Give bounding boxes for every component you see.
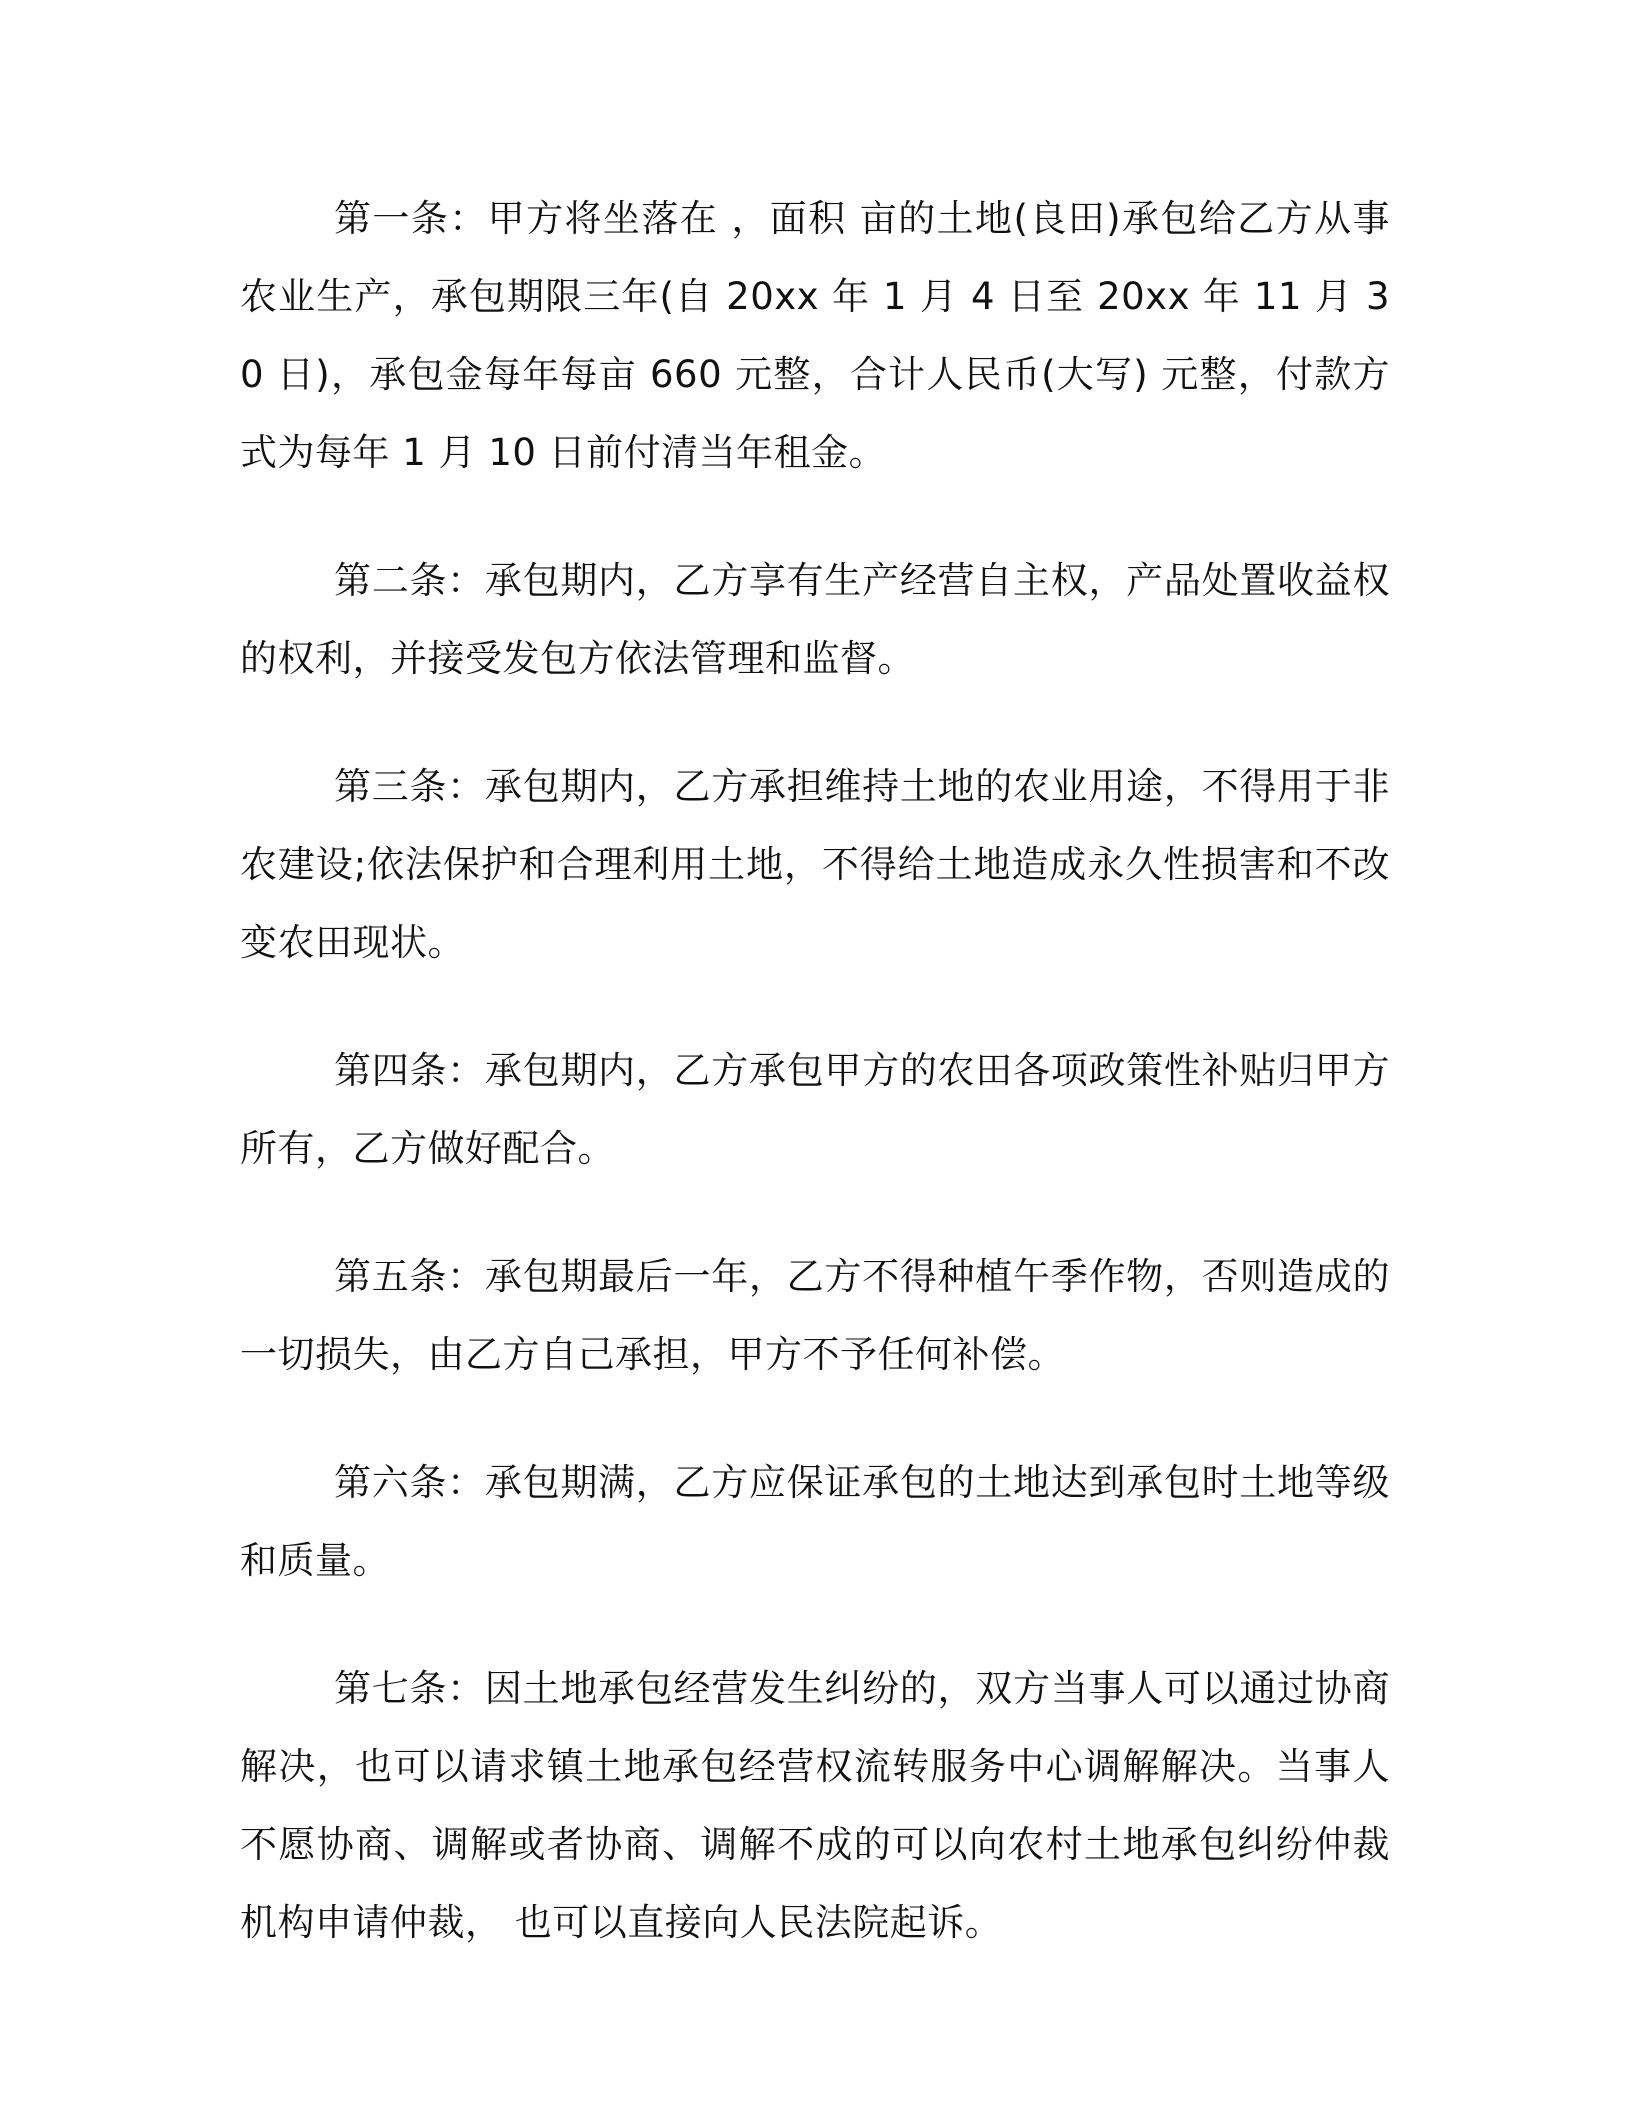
article-2: 第二条：承包期内，乙方享有生产经营自主权，产品处置收益权的权利，并接受发包方依法管理和监督。 [240, 559, 1390, 680]
article-6: 第六条：承包期满，乙方应保证承包的土地达到承包时土地等级和质量。 [240, 1461, 1390, 1582]
article-4: 第四条：承包期内，乙方承包甲方的农田各项政策性补贴归甲方所有，乙方做好配合。 [240, 1049, 1390, 1170]
article-5: 第五条：承包期最后一年，乙方不得种植午季作物，否则造成的一切损失，由乙方自己承担，甲方不予任何补偿。 [240, 1255, 1390, 1376]
article-7: 第七条：因土地承包经营发生纠纷的，双方当事人可以通过协商解决，也可以请求镇土地承包经营权流转服务中心调解解决。当事人不愿协商、调解或者协商、调解不成的可以向农村土地承包纠纷仲裁机构申请仲裁， 也可以直接向人民法院起诉。 [240, 1667, 1390, 1944]
article-1: 第一条：甲方将坐落在 ，面积 亩的土地(良田)承包给乙方从事农业生产，承包期限三年(自 20xx 年 1 月 4 日至 20xx 年 11 月 30 日)，承包金每年每亩 660 元整，合计人民币(大写) 元整，付款方式为每年 1 月 10 日前付清当年租金。 [240, 197, 1390, 474]
article-3: 第三条：承包期内，乙方承担维持土地的农业用途，不得用于非农建设;依法保护和合理利用土地，不得给土地造成永久性损害和不改变农田现状。 [240, 765, 1390, 964]
document-body [240, 180, 1390, 2012]
